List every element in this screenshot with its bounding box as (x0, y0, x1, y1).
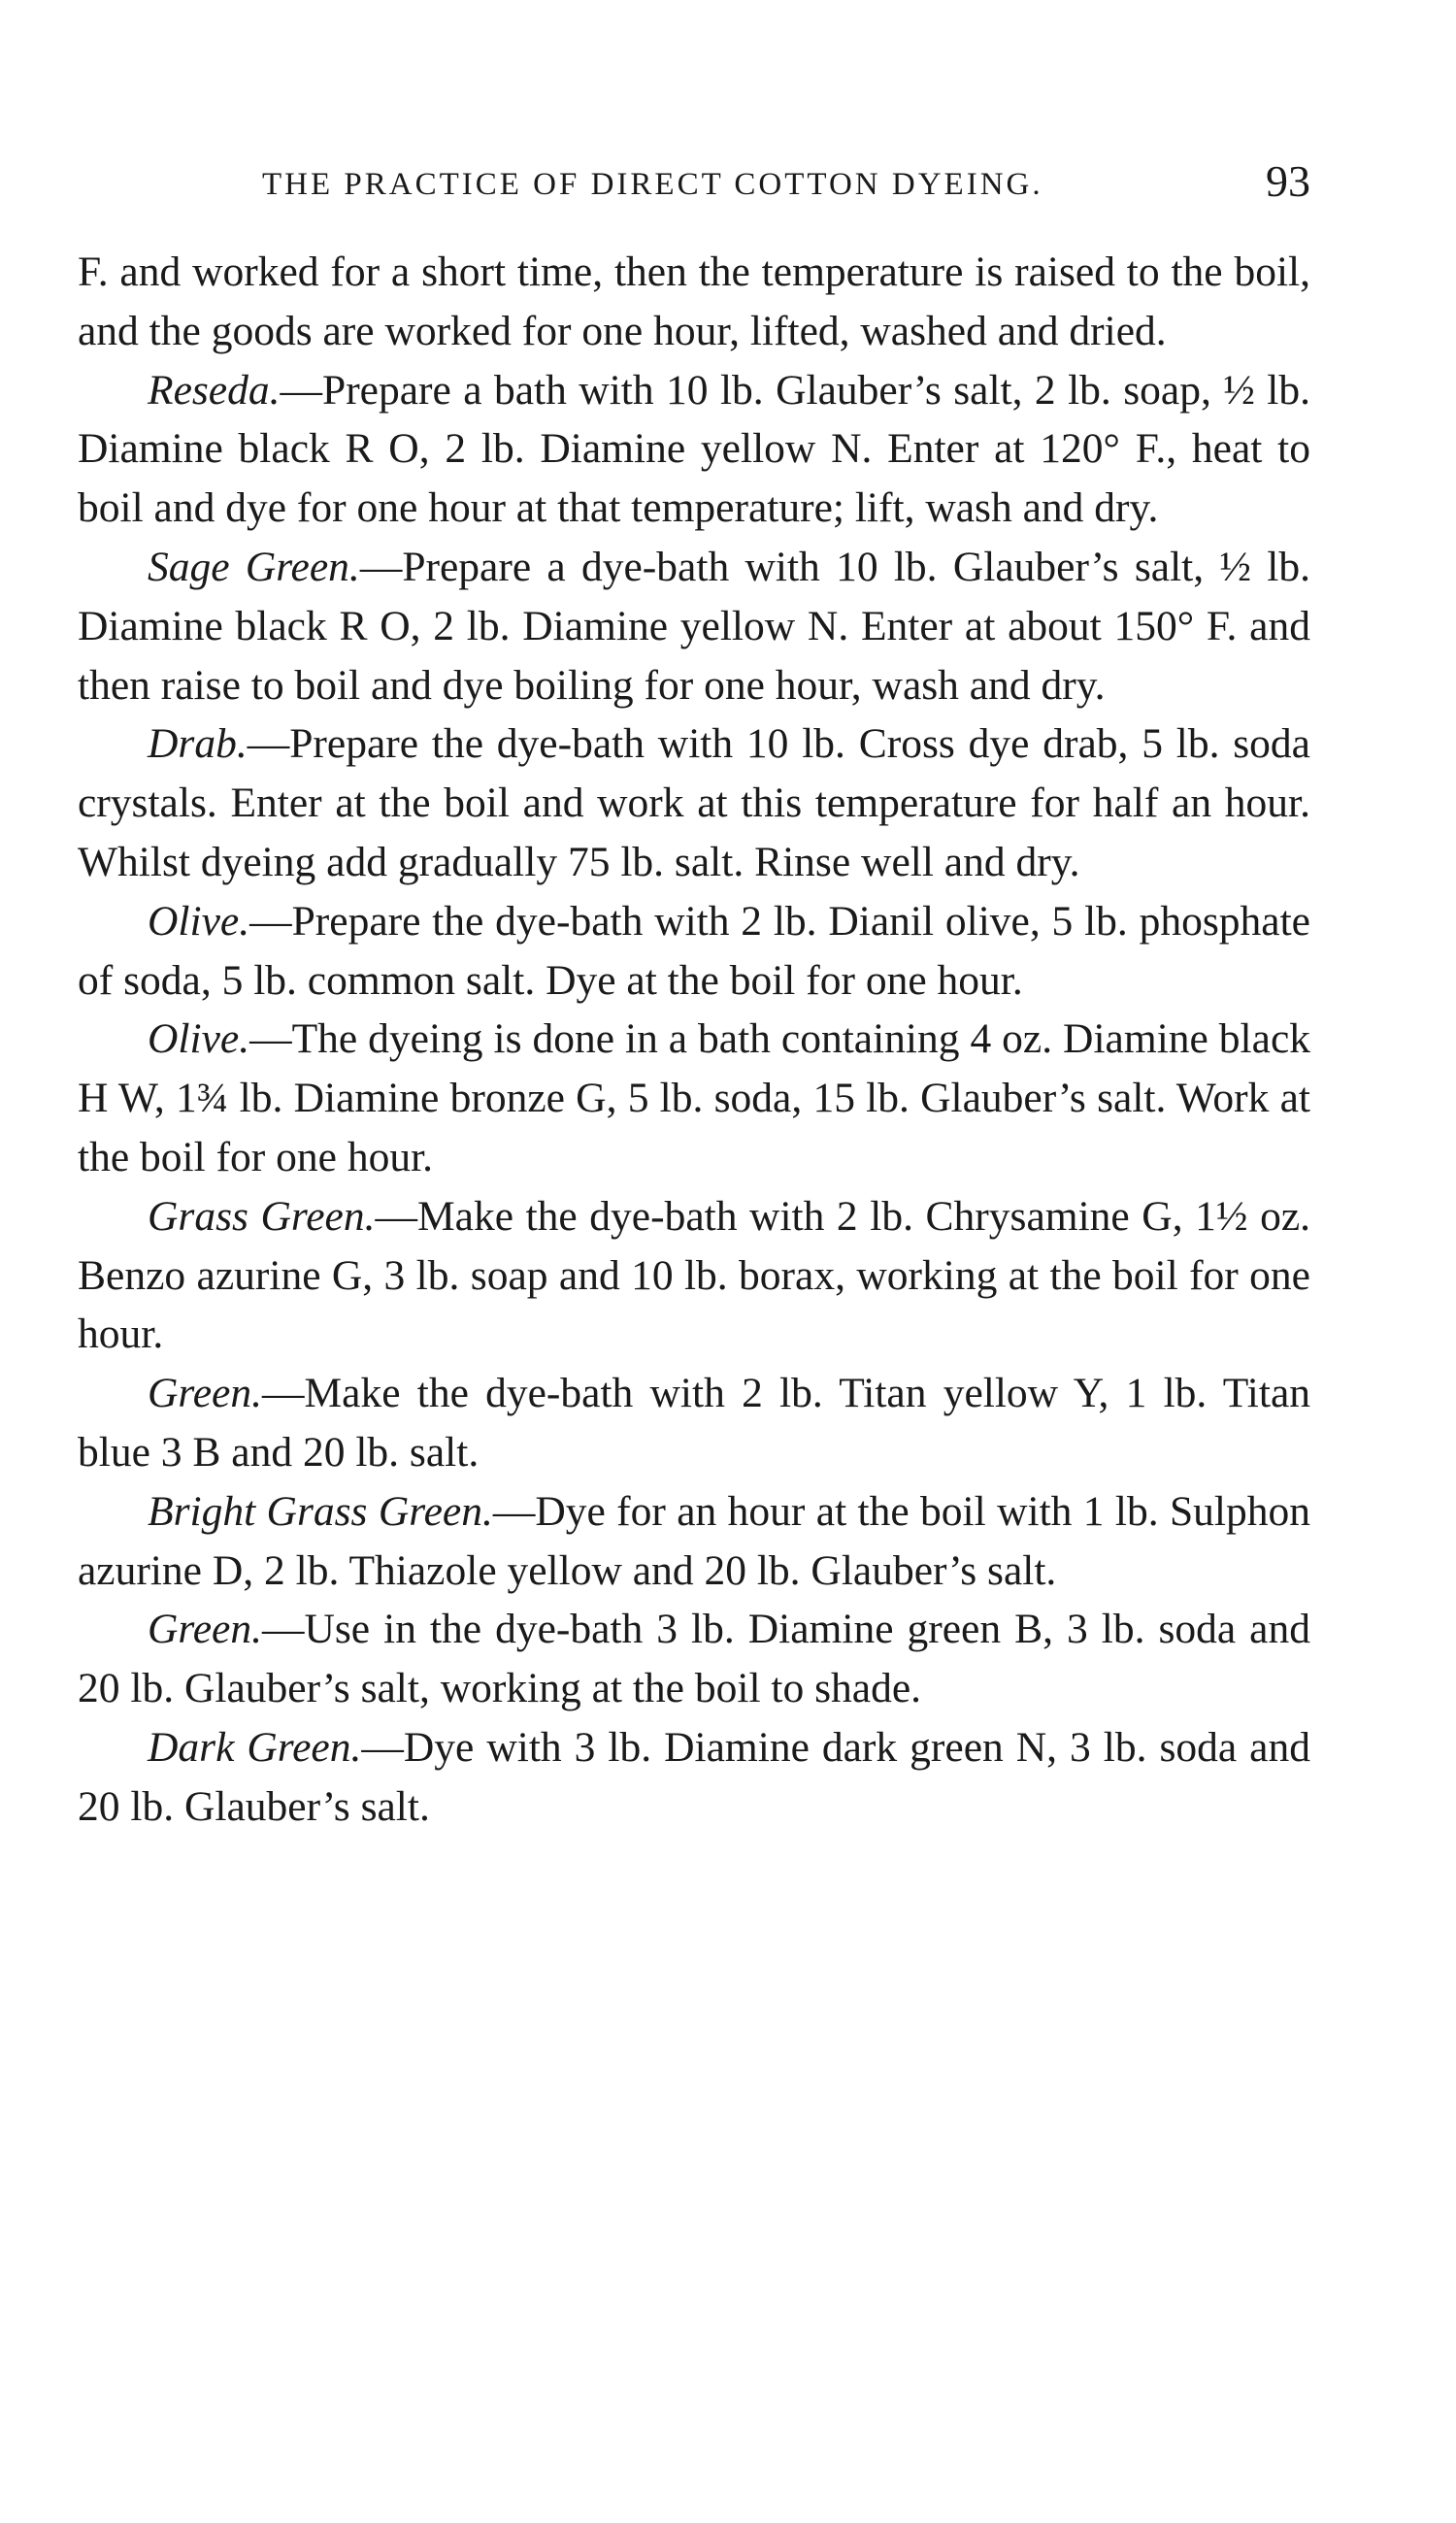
recipe-paragraph (78, 1482, 1310, 1601)
recipe-title: Olive. (148, 897, 250, 945)
recipe-title: Sage Green. (148, 543, 360, 590)
recipe-title: Grass Green. (148, 1192, 376, 1240)
recipe-text: —Make the dye-bath with 2 lb. Chrysamine G, 1½ oz. Benzo azurine G, 3 lb. soap and 10 lb. borax, working at the boil for one hour. (78, 1192, 1310, 1358)
paragraph-text: F. and worked for a short time, then the temperature is raised to the boil, and the goods are worked for one hour, lifted, washed and dried. (78, 249, 1310, 354)
recipe-paragraph (78, 1364, 1310, 1482)
recipe-text: —Prepare a bath with 10 lb. Glauber’s salt, 2 lb. soap, ½ lb. Diamine black R O, 2 lb. Diamine yellow N. Enter at 120° F., heat to boil and dye for one hour at that temperature; lift, wash and dry. (78, 366, 1310, 532)
recipe-text: —Dye for an hour at the boil with 1 lb. Sulphon azurine D, 2 lb. Thiazole yellow and 20 lb. Glauber’s salt. (78, 1487, 1310, 1594)
recipe-title: Reseda. (148, 366, 281, 414)
recipe-text: —Make the dye-bath with 2 lb. Titan yellow Y, 1 lb. Titan blue 3 B and 20 lb. salt. (78, 1370, 1310, 1476)
recipe-paragraph (78, 538, 1310, 714)
recipe-text: —Use in the dye-bath 3 lb. Diamine green B, 3 lb. soda and 20 lb. Glauber’s salt, working at the boil to shade. (78, 1606, 1310, 1712)
recipe-paragraph (78, 1718, 1310, 1837)
recipe-paragraph (78, 1600, 1310, 1718)
recipe-text: —Dye with 3 lb. Diamine dark green N, 3 lb. soda and 20 lb. Glauber’s salt. (78, 1723, 1310, 1830)
recipe-paragraph (78, 714, 1310, 891)
recipe-paragraph (78, 892, 1310, 1011)
recipe-title: Bright Grass Green. (148, 1487, 493, 1535)
running-head: THE PRACTICE OF DIRECT COTTON DYEING. (262, 167, 1043, 202)
paragraph (78, 243, 1310, 361)
recipe-text: —Prepare a dye-bath with 10 lb. Glauber’s salt, ½ lb. Diamine black R O, 2 lb. Diamine yellow N. Enter at about 150° F. and then raise to boil and dye boiling for one hour, wash and dry. (78, 543, 1310, 709)
body-text (78, 243, 1310, 1837)
page-header (78, 155, 1310, 223)
recipe-title: Drab. (148, 720, 248, 768)
recipe-title: Olive. (148, 1015, 250, 1063)
recipe-title: Dark Green. (148, 1723, 362, 1771)
page-number: 93 (1266, 156, 1310, 206)
recipe-title: Green. (148, 1370, 262, 1417)
recipe-text: —Prepare the dye-bath with 10 lb. Cross dye drab, 5 lb. soda crystals. Enter at the boil and work at this temperature for half an hour. Whilst dyeing add gradually 75 lb. salt. Rinse well and dry. (78, 720, 1310, 885)
recipe-text: —Prepare the dye-bath with 2 lb. Dianil olive, 5 lb. phosphate of soda, 5 lb. common salt. Dye at the boil for one hour. (78, 897, 1310, 1004)
recipe-title: Green. (148, 1606, 262, 1653)
recipe-text: —The dyeing is done in a bath containing 4 oz. Diamine black H W, 1¾ lb. Diamine bronze G, 5 lb. soda, 15 lb. Glauber’s salt. Work at the boil for one hour. (78, 1015, 1310, 1180)
recipe-paragraph (78, 1187, 1310, 1364)
recipe-paragraph (78, 1010, 1310, 1186)
recipe-paragraph (78, 361, 1310, 538)
